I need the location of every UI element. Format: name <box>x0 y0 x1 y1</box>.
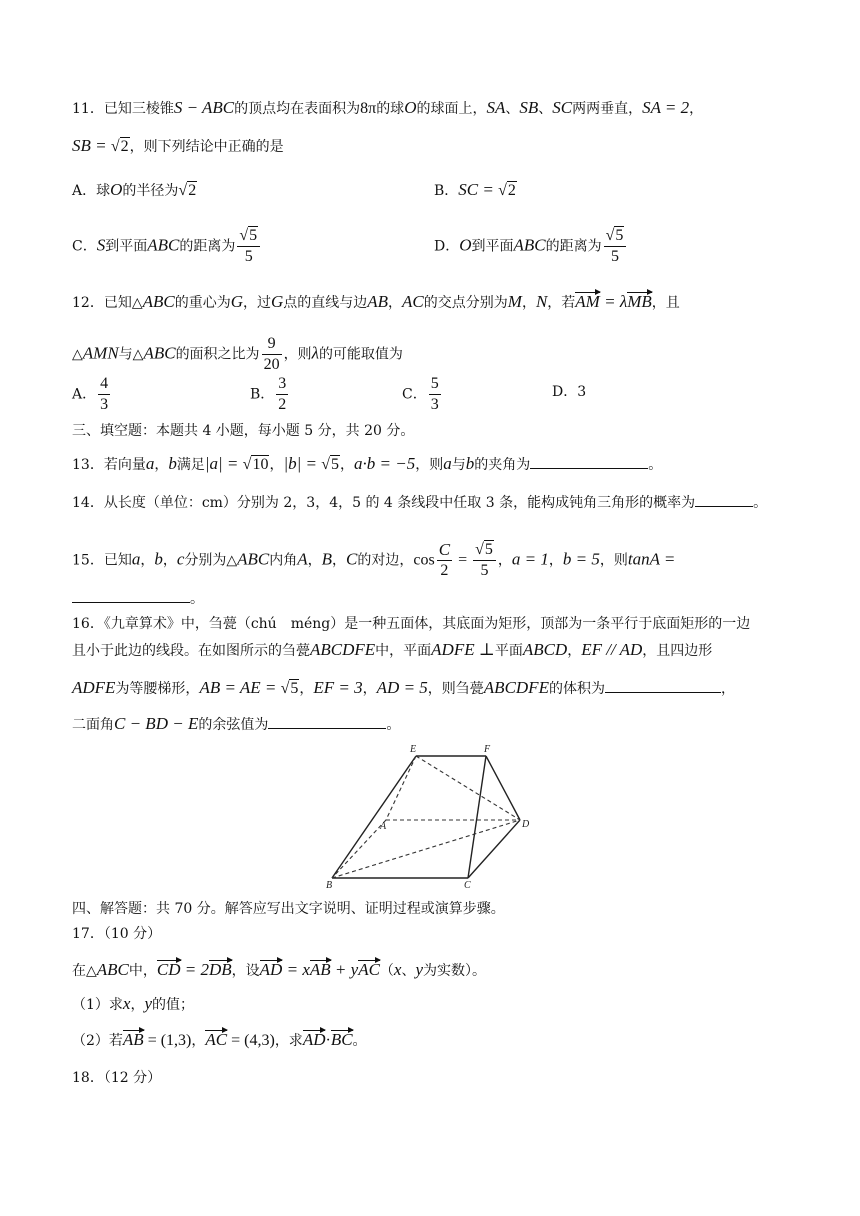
q11-text: 11．已知三棱锥 <box>72 101 174 117</box>
q14-line: 14．从长度（单位：cm）分别为 2，3，4，5 的 4 条线段中任取 3 条，能构成钝角三角形的概率为 。 <box>72 492 767 513</box>
q11-text: 的顶点均在表面积为 <box>234 101 361 117</box>
q16-line4: 二面角C − BD − E的余弦值为 。 <box>72 714 401 733</box>
math: S − ABC <box>173 98 235 117</box>
fraction: $\frac{9}{20}$ <box>263 335 280 373</box>
math: SB = <box>72 136 111 155</box>
math: SA = 2 <box>642 98 690 117</box>
edge-BD-hidden <box>332 820 520 878</box>
section-heading-fill-blank: 三、填空题：本题共 4 小题，每小题 5 分，共 20 分。 <box>72 423 415 439</box>
q17-heading: 17．（10 分） <box>72 926 162 942</box>
q11-text: 两两垂直， <box>572 101 643 117</box>
fraction: $\frac{√5}{5}$ <box>237 226 260 267</box>
vector: MB <box>627 292 652 311</box>
label-C: C <box>464 880 471 890</box>
q11-option-a: A．球O的半径为√2 <box>72 180 197 199</box>
edge-EB <box>332 756 416 878</box>
chumeng-figure <box>324 740 536 890</box>
q17-stem: 在△ABC中，CD = 2DB，设AD = xAB + yAC（x、y为实数）。 <box>72 960 487 979</box>
answer-blank[interactable] <box>695 492 753 507</box>
answer-blank[interactable] <box>530 454 648 469</box>
edge-FD <box>486 756 520 820</box>
q11-option-c: C．S到平面ABC的距离为 $\frac{√5}{5}$ <box>72 226 262 267</box>
label-B: B <box>326 880 333 890</box>
fraction: $\frac{√5}{5}$ <box>604 226 627 267</box>
q11-text: 、 <box>505 101 520 117</box>
q11-line1 <box>72 98 703 119</box>
q11-text: 、 <box>538 101 553 117</box>
math: SA <box>486 98 506 117</box>
label-A: A <box>380 821 387 832</box>
label-D: D <box>522 819 530 830</box>
q11-option-d: D．O到平面ABC的距离为 $\frac{√5}{5}$ <box>434 226 628 267</box>
edge-EA-hidden <box>386 756 416 820</box>
q15-line2: 。 <box>72 588 204 609</box>
answer-blank[interactable] <box>605 678 721 693</box>
math: SB <box>519 98 539 117</box>
q18-heading: 18．（12 分） <box>72 1070 162 1086</box>
q12-option-d: D．3 <box>552 384 587 400</box>
q16-line2: 且小于此边的线段。在如图所示的刍甍ABCDFE中，平面ADFE ⊥平面ABCD，EF // AD，且四边形 <box>72 640 713 659</box>
q12-line2: △AMN与△ABC的面积之比为 $\frac{9}{20}$ ，则λ的可能取值为 <box>72 335 403 373</box>
q11-text: ， <box>689 101 704 117</box>
q16-line1: 16．《九章算术》中，刍甍（chú méng）是一种五面体，其底面为矩形，顶部为一条平行于底面矩形的一边 <box>72 616 751 632</box>
q12-option-c: C． $\frac{5}{3}$ <box>402 375 439 413</box>
edge-ED-hidden <box>416 756 520 820</box>
q17-part1: （1）求x，y的值； <box>72 994 195 1013</box>
answer-blank[interactable] <box>72 588 190 603</box>
label-F: F <box>484 744 491 755</box>
q11-option-b: B．SC = √2 <box>434 180 516 199</box>
q11-text: 的球面上， <box>416 101 487 117</box>
q12-option-b: B． $\frac{3}{2}$ <box>250 375 287 413</box>
vector: AM <box>575 292 600 311</box>
q11-text: ，则下列结论中正确的是 <box>129 139 284 155</box>
math: SC <box>552 98 573 117</box>
edge-FC <box>468 756 486 878</box>
q17-part2: （2）若AB = (1,3)，AC = (4,3)，求AD·BC。 <box>72 1030 367 1049</box>
answer-blank[interactable] <box>268 714 386 729</box>
q12-line1: 12．已知△ABC的重心为G，过G点的直线与边AB，AC的交点分别为M，N，若AM = λMB，且 <box>72 292 680 311</box>
q13-line: 13．若向量a，b满足|a| = √10，|b| = √5，a·b = −5，则a与b的夹角为 。 <box>72 454 663 473</box>
q12-option-a: A． $\frac{4}{3}$ <box>72 375 109 413</box>
math: O <box>404 98 417 117</box>
sqrt: √2 <box>110 138 129 155</box>
label-E: E <box>410 744 417 755</box>
q11-text: 的球 <box>376 101 405 117</box>
q11-line2 <box>72 136 284 157</box>
section-heading-solutions: 四、解答题：共 70 分。解答应写出文字说明、证明过程或演算步骤。 <box>72 901 505 917</box>
math: 8π <box>360 100 377 117</box>
q15-line1: 15．已知a，b，c分别为△ABC内角A，B，C的对边，cos $\frac{C}{2}$ = $\frac{√5}{5}$ ，a = 1，b = 5，则tanA = <box>72 540 676 579</box>
q16-line3: ADFE为等腰梯形，AB = AE = √5，EF = 3，AD = 5，则刍甍ABCDFE的体积为 ， <box>72 678 735 697</box>
